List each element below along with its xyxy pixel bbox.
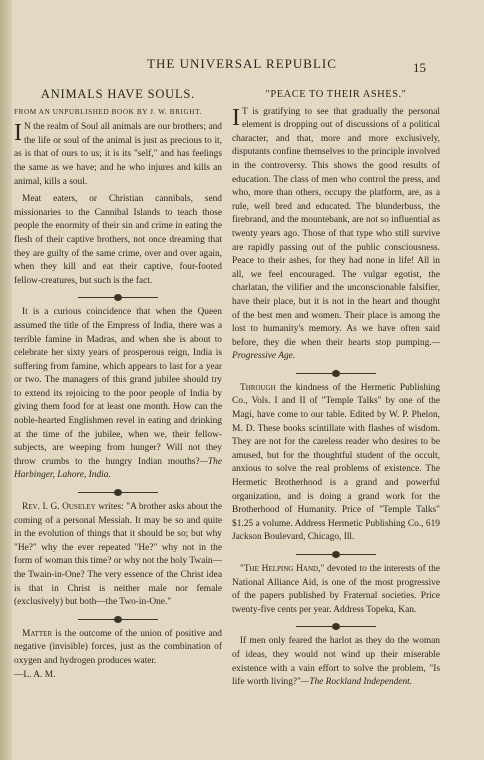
source-credit: —The Harbinger, Lahore, India.	[14, 456, 222, 481]
paragraph-animals-intro: I N the realm of Soul all animals are our brothers; and the life or soul of the animal is just as precious to it, as is that of ours to us; it is its "self," and has feelings the same as we have; and he who injures and kills an animal, kills a soul.	[14, 120, 222, 187]
section-divider	[296, 370, 376, 376]
signature: —L. A. M.	[14, 669, 56, 680]
paragraph-peace: I T is gratifying to see that gradually the personal element is dropping out of discussions of a political character, and that, more and more exclusively, disputants confine themselves to the principle involved in the controversy. This shows the good results of education. The class of men who control the press, and who, more than others, occupy the platform, are, as a rule, well bred and educated. The blunderbuss, the firebrand, and the mountebank, are not so influential as twenty years ago. Those of that type who still survive are rapidly passing out of the public consciousness. Peace to their ashes, for they had none in life! All in all, we feel encouraged. The vulgar egotist, the charlatan, the vilifier and the unconscionable falsifier, have their place, but it is not in the heart and thought of the best men and women. Their place is among the lost to humanity's memory. As we have often said before, they die when their hearts stop pumping.—Progressive Age.	[232, 104, 440, 362]
paragraph-helping-hand: "The Helping Hand," devoted to the interests of the National Alliance Aid, is one of the most progressive of the papers published by Fraternal societies. Price twenty-five cents per year. Address Topeka, Kan.	[232, 564, 440, 615]
article-headline-animals: ANIMALS HAVE SOULS.	[40, 87, 196, 101]
article-headline-peace: "PEACE TO THEIR ASHES."	[265, 89, 407, 100]
running-head: THE UNIVERSAL REPUBLIC	[147, 56, 337, 71]
drop-cap: I	[14, 120, 22, 147]
paragraph-matter: Matter is the outcome of the union of positive and negative (invisible) forces, just as the combination of oxygen and hydrogen produces water. —L. A. M.	[14, 628, 222, 680]
section-divider	[78, 489, 158, 495]
source-credit: —Progressive Age.	[232, 337, 440, 362]
paragraph-ouseley: Rev. I. G. Ouseley writes: "A brother asks about the coming of a personal Messiah. It may be so and quite in the evolution of things that it should be so; but why "He?" why the ever repeated "He?" why not in the form of woman this time? or why not the holy Twain—the Twain-in-One? The very essence of the Christ idea is that in Christ is neither male nor female (exclusively) but both—the Two-in-One."	[14, 502, 222, 608]
paragraph-meat-eaters: Meat eaters, or Christian cannibals, send missionaries to the Cannibal Islands to teach those people the enormity of their sin and crime in eating the flesh of their captive brothers, not once dreaming that they are guilty of the same crime, over and over again, when they kill and eat their captive, four-footed fellow-creatures, but such is the fact.	[14, 194, 222, 286]
article-byline: FROM AN UNPUBLISHED BOOK BY J. W. BRIGHT.	[14, 107, 202, 116]
left-column	[14, 88, 222, 686]
page-number: 15	[413, 60, 426, 75]
source-credit: —The Rockland Independent.	[300, 677, 413, 688]
section-divider	[296, 551, 376, 557]
section-divider	[78, 616, 158, 622]
paragraph-harlot: If men only feared the harlot as they do the woman of ideas, they would not wind up their miserable existence with a vain effort to solve the problem, "Is life worth living?"—The Rockland Independent.	[232, 636, 440, 688]
section-divider	[296, 623, 376, 629]
right-column	[232, 88, 440, 694]
paragraph-queen-famine: It is a curious coincidence that when the Queen assumed the title of the Empress of India, there was a terrible famine in Madras, and when she is about to celebrate her sixty years of prosperous reign, India is suffering from famine, which appears to last for a year or two. The managers of this grand jubilee should try to extend its rejoicing to the poor people of India by giving them food for at least one month. How can the noble-hearted Englishmen revel in eating and drinking at the time of the jubilee, when we, their fellow-subjects, are weeping from hunger? Will not they throw crumbs to the hungry Indian mouths?—The Harbinger, Lahore, India.	[14, 307, 222, 481]
paragraph-temple-talks: Through the kindness of the Hermetic Publishing Co., Vols. I and II of "Temple Talks" by one of the Magi, have come to our table. Edited by W. P. Phelon, M. D. These books scintillate with flashes of wisdom. They are not for the careless reader who desires to be amused, but for the thoughtful student of the occult, anxious to solve the real problems of existence. The Hermetic Brotherhood is a grand and powerful organization, and is doing a grand work for the Brotherhood of Humanity. Price of "Temple Talks" $1.25 a volume. Address Hermetic Publishing Co., 619 Jackson Boulevard, Chicago, Ill.	[232, 382, 441, 543]
drop-cap: I	[232, 104, 240, 131]
section-divider	[78, 294, 158, 300]
